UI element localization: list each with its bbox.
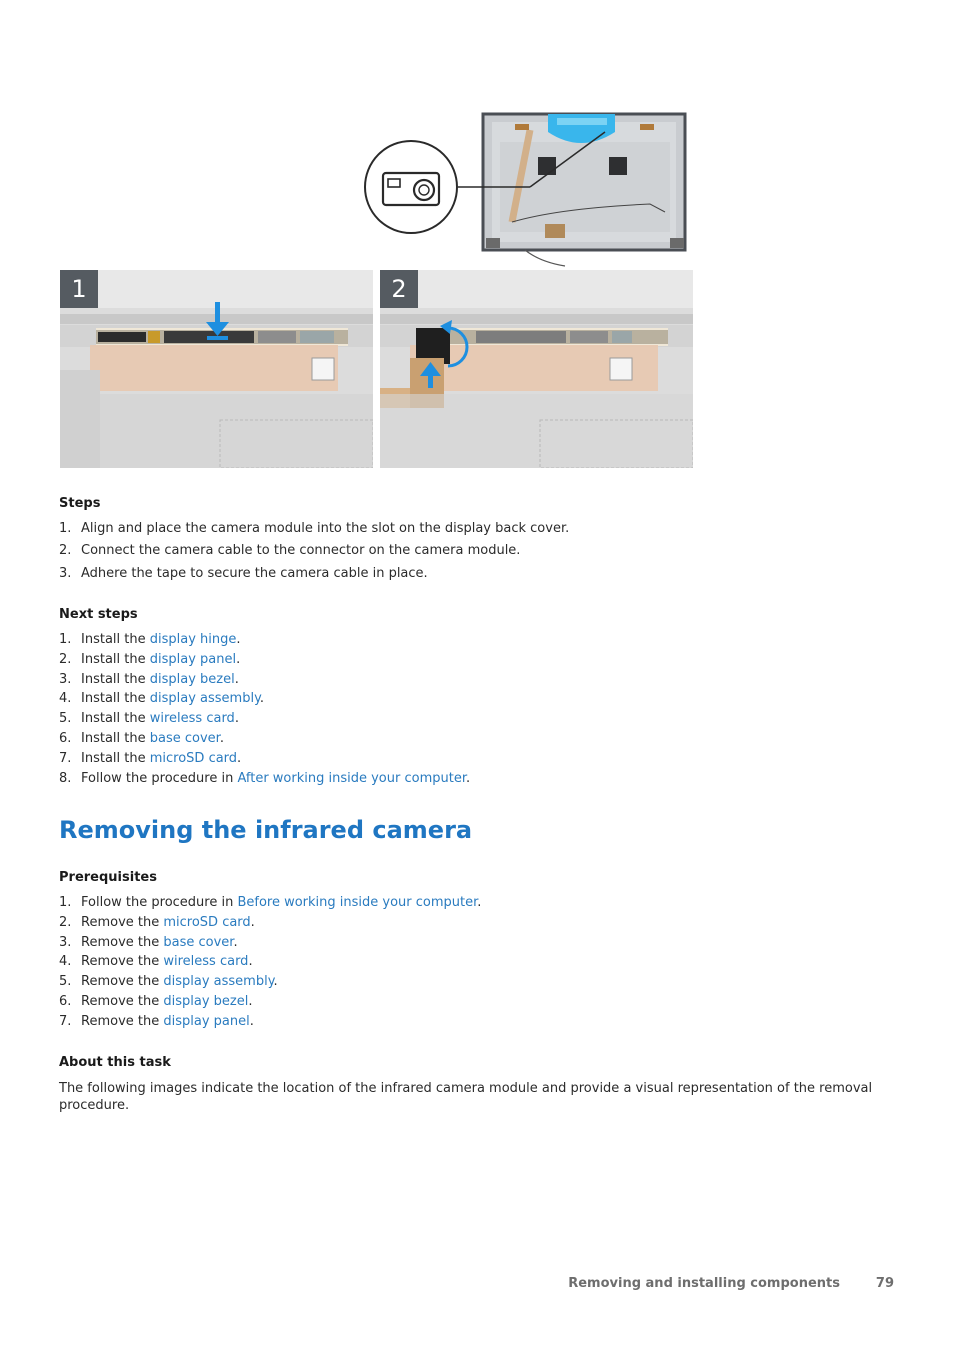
figure-panel-1 bbox=[60, 270, 373, 468]
list-item: 2. Connect the camera cable to the connector on the camera module. bbox=[59, 543, 521, 559]
page-footer bbox=[560, 1276, 896, 1294]
list-item: 8. Follow the procedure in After working inside your computer. bbox=[59, 770, 471, 786]
page-number: 79 bbox=[875, 1276, 894, 1291]
link-wireless-card[interactable]: wireless card bbox=[149, 711, 235, 727]
footer-chapter: Removing and installing components bbox=[568, 1276, 840, 1291]
next-steps-heading: Next steps bbox=[59, 607, 138, 622]
link-after-working-inside[interactable]: After working inside your computer bbox=[237, 770, 466, 786]
display-back-cover-illustration bbox=[60, 112, 694, 270]
about-heading: About this task bbox=[59, 1055, 171, 1070]
prerequisites-heading: Prerequisites bbox=[59, 870, 157, 885]
list-item: 3. Adhere the tape to secure the camera cable in place. bbox=[59, 565, 428, 581]
link-display-panel[interactable]: display panel bbox=[163, 1013, 250, 1029]
list-item: 4. Remove the wireless card. bbox=[59, 954, 253, 970]
list-item: 1. Follow the procedure in Before working inside your computer. bbox=[59, 895, 482, 910]
link-base-cover[interactable]: base cover bbox=[163, 934, 234, 950]
list-item: 6. Install the base cover. bbox=[59, 730, 224, 746]
prerequisites-list bbox=[59, 893, 481, 1032]
link-display-hinge[interactable]: display hinge bbox=[149, 632, 237, 647]
list-item: 4. Install the display assembly. bbox=[59, 691, 265, 707]
procedure-figure bbox=[60, 112, 694, 468]
list-item: 5. Remove the display assembly. bbox=[59, 974, 278, 990]
link-display-bezel[interactable]: display bezel bbox=[149, 671, 235, 687]
list-item: 6. Remove the display bezel. bbox=[59, 993, 253, 1009]
link-display-assembly[interactable]: display assembly bbox=[163, 974, 274, 990]
list-item: 1. Align and place the camera module into the slot on the display back cover. bbox=[59, 521, 570, 536]
link-base-cover[interactable]: base cover bbox=[149, 730, 220, 746]
link-display-panel[interactable]: display panel bbox=[149, 651, 237, 667]
steps-heading: Steps bbox=[59, 496, 101, 511]
list-item: 7. Install the microSD card. bbox=[59, 750, 242, 766]
panel-2-step-number: 2 bbox=[380, 270, 418, 308]
link-before-working-inside[interactable]: Before working inside your computer bbox=[237, 895, 478, 910]
link-microsd-card[interactable]: microSD card bbox=[163, 914, 251, 930]
figure-panel-2 bbox=[380, 270, 693, 468]
link-wireless-card[interactable]: wireless card bbox=[163, 954, 249, 970]
list-item: 3. Install the display bezel. bbox=[59, 671, 239, 687]
about-text: The following images indicate the location of the infrared camera module and provide a visual representation of the removal procedure. bbox=[59, 1081, 873, 1113]
list-item: 7. Remove the display panel. bbox=[59, 1013, 254, 1029]
section-title: Removing the infrared camera bbox=[59, 816, 473, 844]
steps-list bbox=[59, 518, 569, 585]
list-item: 1. Install the display hinge. bbox=[59, 632, 241, 647]
panel-1-step-number: 1 bbox=[60, 270, 98, 308]
list-item: 2. Install the display panel. bbox=[59, 651, 241, 667]
list-item: 5. Install the wireless card. bbox=[59, 711, 239, 727]
link-display-assembly[interactable]: display assembly bbox=[149, 691, 260, 707]
next-steps-list bbox=[59, 630, 470, 788]
list-item: 3. Remove the base cover. bbox=[59, 934, 238, 950]
link-microsd-card[interactable]: microSD card bbox=[149, 750, 238, 766]
link-display-bezel[interactable]: display bezel bbox=[163, 993, 249, 1009]
list-item: 2. Remove the microSD card. bbox=[59, 914, 255, 930]
